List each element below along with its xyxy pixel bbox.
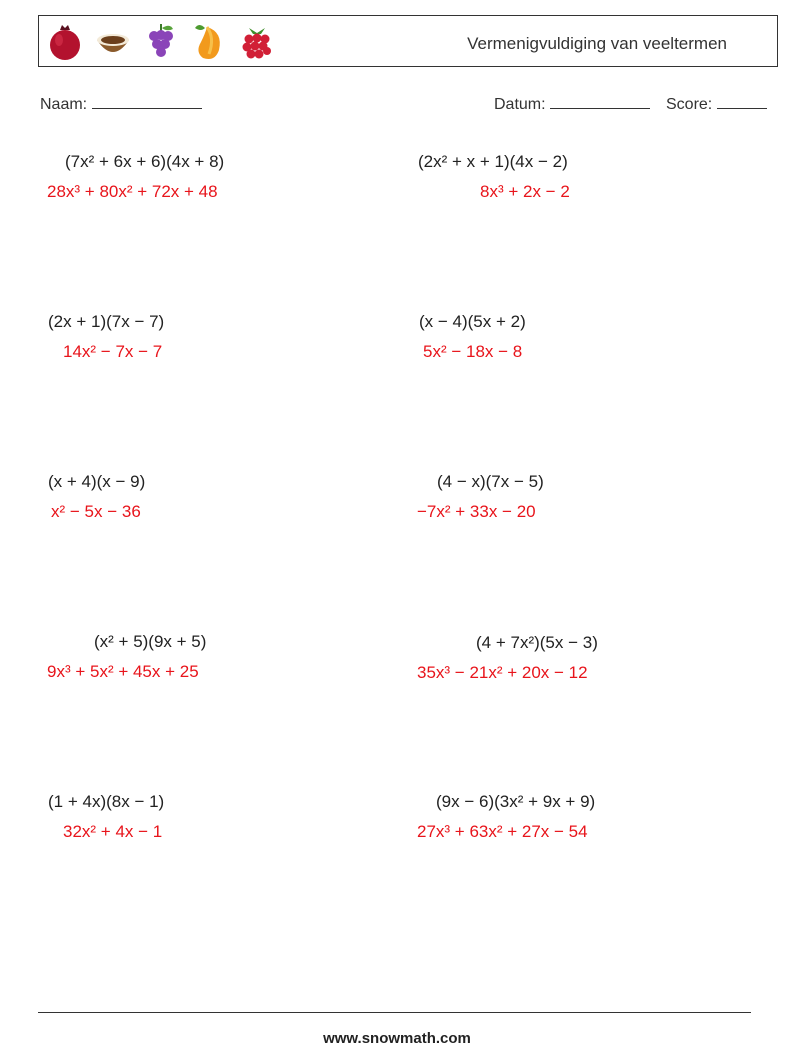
mango-icon — [191, 22, 227, 62]
problem-expression: (4 + 7x²)(5x − 3) — [476, 633, 598, 652]
header-box — [38, 15, 778, 67]
problem-expression: (x + 4)(x − 9) — [48, 472, 146, 491]
problem-6 — [417, 472, 544, 522]
score-field[interactable] — [666, 94, 767, 114]
problem-answer: 8x³ + 2x − 2 — [480, 182, 570, 201]
coconut-icon — [95, 22, 131, 62]
problem-2 — [418, 152, 570, 202]
problem-3 — [48, 312, 164, 362]
score-blank[interactable] — [717, 94, 767, 109]
name-field[interactable] — [40, 94, 202, 114]
problem-4 — [419, 312, 526, 362]
problem-answer: 9x³ + 5x² + 45x + 25 — [47, 662, 199, 681]
problem-expression: (9x − 6)(3x² + 9x + 9) — [436, 792, 596, 811]
grapes-icon — [143, 22, 179, 62]
problem-answer: 35x³ − 21x² + 20x − 12 — [417, 663, 588, 682]
date-label: Datum: — [494, 96, 546, 113]
problem-expression: (2x + 1)(7x − 7) — [48, 312, 165, 331]
date-field[interactable] — [494, 94, 650, 114]
problem-expression: (x − 4)(5x + 2) — [419, 312, 526, 331]
problem-expression: (2x² + x + 1)(4x − 2) — [418, 152, 568, 171]
problem-10 — [417, 792, 596, 842]
problem-expression: (1 + 4x)(8x − 1) — [48, 792, 165, 811]
problem-9 — [48, 792, 164, 842]
problem-expression: (7x² + 6x + 6)(4x + 8) — [65, 152, 225, 171]
pomegranate-icon — [47, 22, 83, 62]
problem-7 — [47, 632, 207, 682]
problem-answer: −7x² + 33x − 20 — [417, 502, 536, 521]
problem-answer: 28x³ + 80x² + 72x + 48 — [47, 182, 218, 201]
score-label: Score: — [666, 96, 713, 113]
problem-answer: 5x² − 18x − 8 — [423, 342, 523, 361]
footer-divider — [38, 1012, 751, 1013]
name-label: Naam: — [40, 96, 88, 113]
fruit-icons — [47, 22, 275, 62]
problem-1 — [47, 152, 225, 202]
problem-expression: (4 − x)(7x − 5) — [437, 472, 544, 491]
name-blank[interactable] — [92, 94, 202, 109]
problem-answer: 14x² − 7x − 7 — [63, 342, 163, 361]
problem-answer: x² − 5x − 36 — [51, 502, 141, 521]
raspberry-icon — [239, 22, 275, 62]
problem-5 — [48, 472, 145, 522]
worksheet-title: Vermenigvuldiging van veeltermen — [467, 34, 727, 53]
problem-answer: 32x² + 4x − 1 — [63, 822, 163, 841]
problem-8 — [417, 633, 598, 683]
problem-expression: (x² + 5)(9x + 5) — [94, 632, 207, 651]
footer-url[interactable]: www.snowmath.com — [323, 1030, 471, 1047]
problem-answer: 27x³ + 63x² + 27x − 54 — [417, 822, 588, 841]
date-blank[interactable] — [550, 94, 650, 109]
